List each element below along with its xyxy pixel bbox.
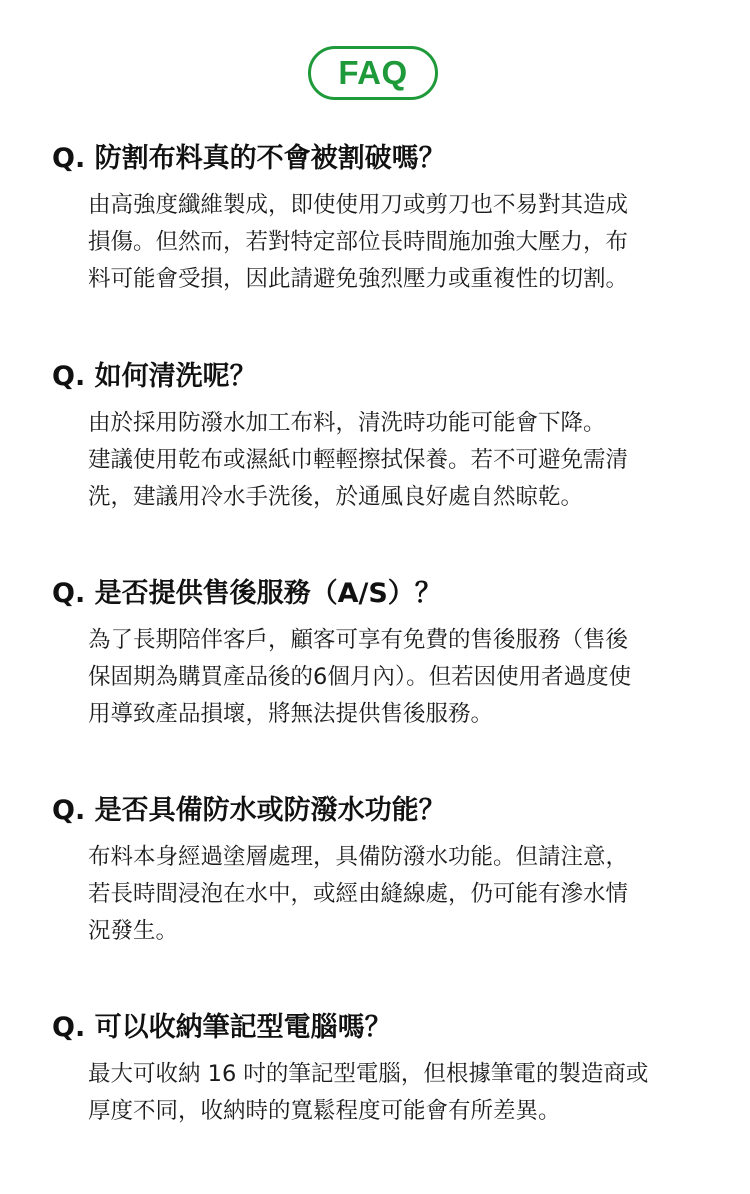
faq-answer	[88, 839, 713, 949]
faq-question: Q. 如何清洗呢？	[52, 361, 257, 392]
faq-answer	[88, 405, 713, 515]
faq-answer-line: 洗，建議用冷水手洗後，於通風良好處自然晾乾。	[88, 483, 584, 510]
faq-answer	[88, 622, 713, 732]
faq-question: Q. 可以收納筆記型電腦嗎？	[52, 1012, 392, 1043]
faq-answer	[88, 187, 713, 297]
faq-answer-line: 損傷。但然而，若對特定部位長時間施加強大壓力，布	[88, 228, 629, 255]
faq-answer-line: 為了長期陪伴客戶，顧客可享有免費的售後服務（售後	[88, 627, 629, 653]
faq-question: Q. 是否提供售後服務（A/S）？	[52, 578, 442, 609]
faq-answer-line: 最大可收納 16 吋的筆記型電腦，但根據筆電的製造商或	[88, 1061, 649, 1087]
faq-answer-line: 料可能會受損，因此請避免強烈壓力或重複性的切割。	[88, 265, 629, 292]
faq-answer-line: 建議使用乾布或濕紙巾輕輕擦拭保養。若不可避免需清	[88, 446, 629, 473]
faq-answer-line: 保固期為購買產品後的6個月內）。但若因使用者過度使	[88, 663, 632, 690]
faq-answer-line: 由於採用防潑水加工布料，清洗時功能可能會下降。	[88, 410, 606, 436]
faq-badge: FAQ	[308, 46, 438, 100]
faq-answer-line: 況發生。	[88, 917, 179, 944]
faq-answer-line: 由高強度纖維製成，即使使用刀或剪刀也不易對其造成	[88, 192, 629, 218]
faq-answer-line: 布料本身經過塗層處理，具備防潑水功能。但請注意，	[88, 844, 629, 870]
faq-answer-line: 用導致產品損壞，將無法提供售後服務。	[88, 700, 494, 727]
faq-answer	[88, 1056, 713, 1130]
faq-question: Q. 防割布料真的不會被割破嗎？	[52, 143, 446, 174]
faq-answer-line: 厚度不同，收納時的寬鬆程度可能會有所差異。	[88, 1097, 561, 1124]
faq-answer-line: 若長時間浸泡在水中，或經由縫線處，仍可能有滲水情	[88, 880, 629, 907]
faq-question: Q. 是否具備防水或防潑水功能？	[52, 795, 446, 826]
